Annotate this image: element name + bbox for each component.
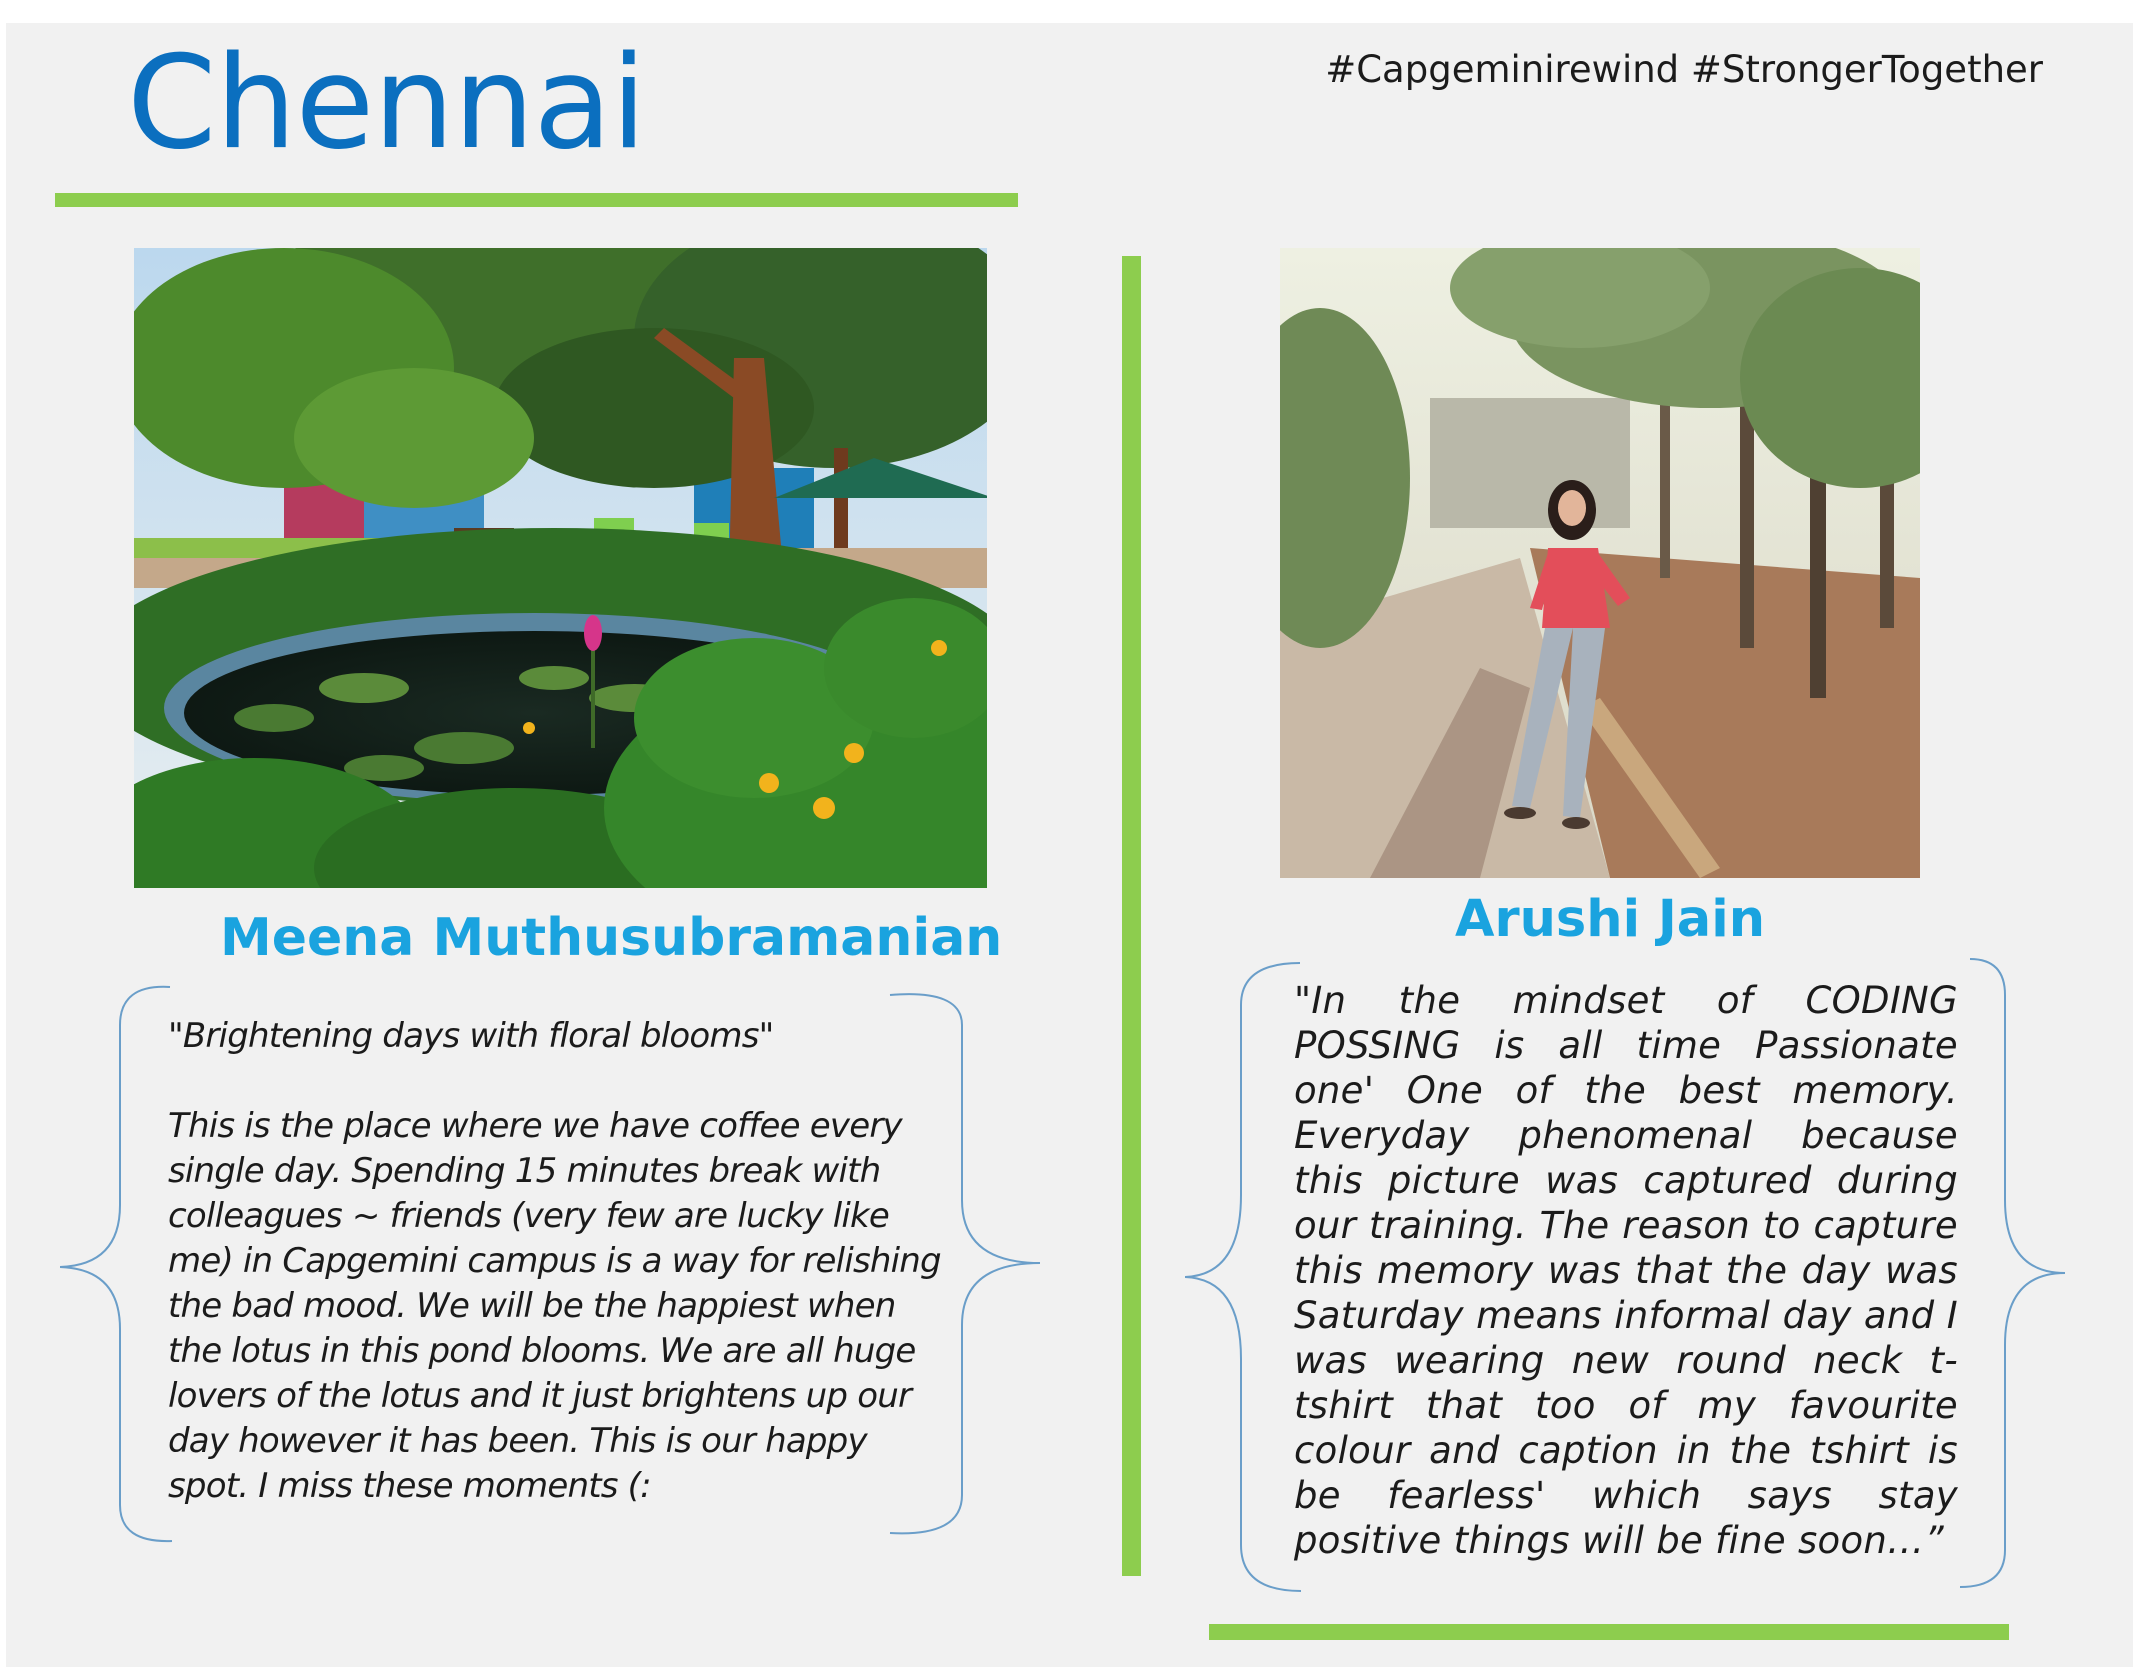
left-story-text — [168, 1014, 948, 1509]
left-body: This is the place where we have coffee every single day. Spending 15 minutes break with colleagues ~ friends (very few are lucky like me) in Capgemini campus is a way for relishing the bad mood. We will be the happiest when the lotus in this pond blooms. We are all huge lovers of the lotus and it just brightens up our day however it has been. This is our happy spot. I miss these moments (: — [168, 1106, 941, 1506]
hashtags-text: #Capgeminirewind #StrongerTogether — [1325, 48, 2043, 91]
left-author-name: Meena Muthusubramanian — [220, 908, 1003, 968]
center-divider — [1122, 256, 1141, 1576]
title-underline — [55, 193, 1018, 207]
tree-path-portrait-photo — [1280, 248, 1920, 878]
garden-pond-photo — [134, 248, 987, 888]
right-author-name: Arushi Jain — [1455, 890, 1766, 949]
left-caption: "Brightening days with floral blooms" — [168, 1016, 774, 1056]
bottom-right-bar — [1209, 1624, 2009, 1640]
right-story-text: "In the mindset of CODING POSSING is all time Passionate one' One of the best memory. Everyday phenomenal because this picture was captured during our training. The reason to capture this memory was that the day was Saturday means informal day and I was wearing new round neck t-tshirt that too of my favourite colour and caption in the tshirt is be fearless' which says stay positive things will be fine soon…” — [1294, 979, 1958, 1562]
page-title: Chennai — [127, 29, 646, 178]
